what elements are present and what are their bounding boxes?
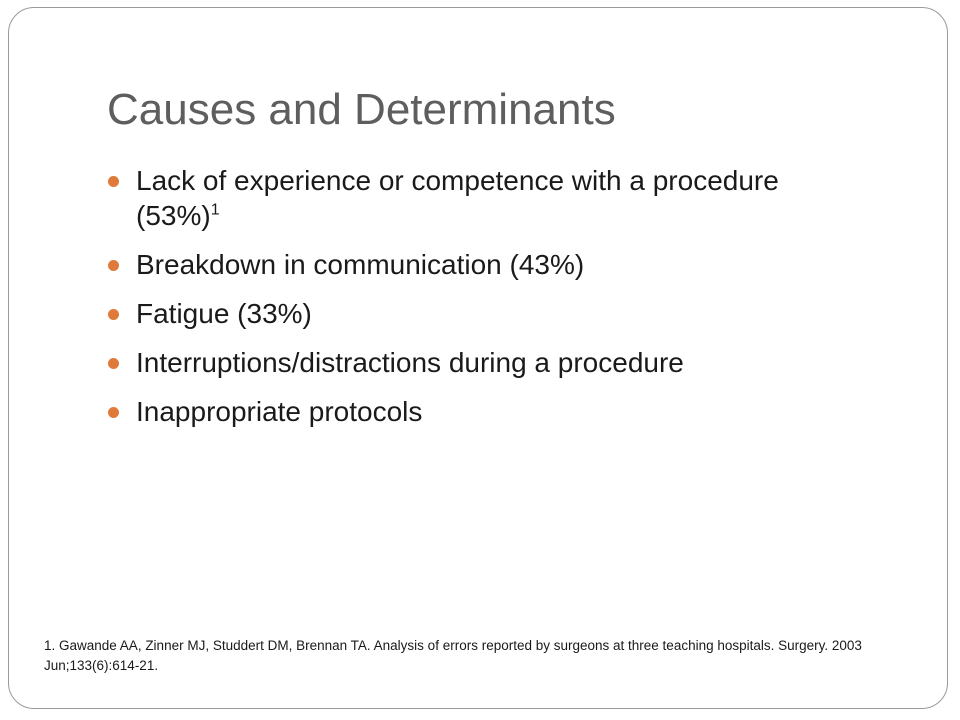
bullet-list [106, 163, 826, 443]
bullet-item [106, 163, 826, 233]
bullet-text: Inappropriate protocols [136, 396, 423, 427]
bullet-dot-icon [108, 309, 119, 320]
bullet-item [106, 296, 826, 331]
citation-superscript: 1 [210, 201, 220, 219]
bullet-dot-icon [108, 176, 119, 187]
bullet-item [106, 345, 826, 380]
bullet-text: Fatigue (33%) [136, 298, 312, 329]
bullet-text: Lack of experience or competence with a procedure (53%) [136, 165, 779, 231]
bullet-item [106, 394, 826, 429]
bullet-dot-icon [108, 260, 119, 271]
bullet-dot-icon [108, 358, 119, 369]
slide-title: Causes and Determinants [107, 85, 616, 134]
footnote-citation: 1. Gawande AA, Zinner MJ, Studdert DM, Brennan TA. Analysis of errors reported by surgeons at three teaching hospitals. Surgery. 2003 Jun;133(6):614-21. [44, 638, 862, 673]
bullet-item [106, 247, 826, 282]
bullet-dot-icon [108, 407, 119, 418]
bullet-text: Interruptions/distractions during a procedure [136, 347, 684, 378]
bullet-text: Breakdown in communication (43%) [136, 249, 585, 280]
